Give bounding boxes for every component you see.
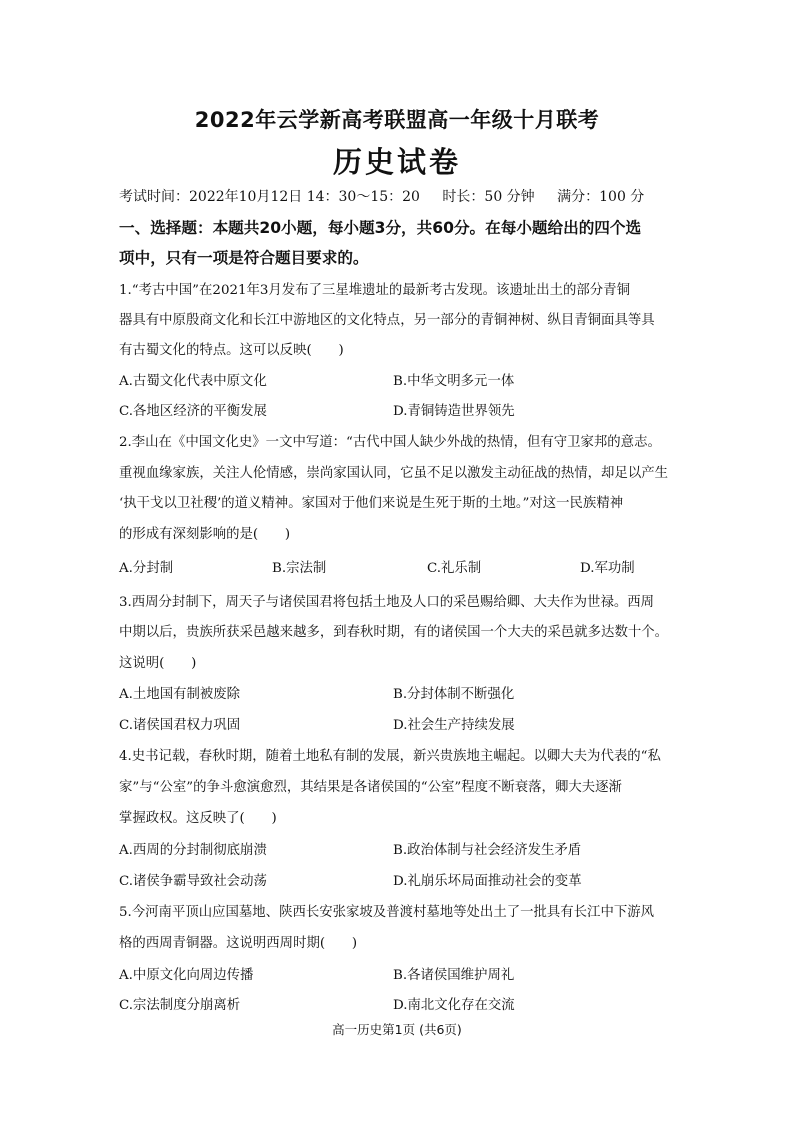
q1-option-b[interactable]: B.中华文明多元一体 [393,374,515,389]
q2-line-3: ‘执干戈以卫社稷’的道义精神。家国对于他们来说是生死于斯的土地。”对这一民族精神 [119,496,624,511]
q4-line-1: 4.史书记载，春秋时期，随着土地私有制的发展，新兴贵族地主崛起。以卿大夫为代表的“私 [119,749,661,764]
q5-line-1: 5.今河南平顶山应国墓地、陕西长安张家坡及普渡村墓地等处出土了一批具有长江中下游风 [119,905,655,920]
exam-time: 考试时间：2022年10月12日 14：30～15：20 [119,189,420,205]
q2-line-1: 2.李山在《中国文化史》一文中写道：“古代中国人缺少外战的热情，但有守卫家邦的意志。 [119,435,661,450]
q1-line-3: 有古蜀文化的特点。这可以反映( ) [119,343,344,358]
q4-option-d[interactable]: D.礼崩乐坏局面推动社会的变革 [393,874,582,889]
q3-line-1: 3.西周分封制下，周天子与诸侯国君将包括土地及人口的采邑赐给卿、大夫作为世禄。西周 [119,595,655,610]
q5-option-d[interactable]: D.南北文化存在交流 [393,998,515,1013]
q2-line-4: 的形成有深刻影响的是( ) [119,527,291,542]
q1-line-2: 器具有中原殷商文化和长江中游地区的文化特点，另一部分的青铜神树、纵目青铜面具等具 [119,313,655,328]
q3-option-a[interactable]: A.土地国有制被废除 [119,687,241,702]
q4-line-2: 家”与“公室”的争斗愈演愈烈，其结果是各诸侯国的“公室”程度不断衰落，卿大夫逐渐 [119,780,622,795]
q3-option-b[interactable]: B.分封体制不断强化 [393,687,515,702]
section-instruction-line-2: 项中，只有一项是符合题目要求的。 [119,249,369,267]
exam-title: 2022年云学新高考联盟高一年级十月联考 [194,108,600,132]
q1-option-d[interactable]: D.青铜铸造世界领先 [393,404,515,419]
q2-option-b[interactable]: B.宗法制 [272,561,327,576]
q4-option-b[interactable]: B.政治体制与社会经济发生矛盾 [393,843,582,858]
q2-option-c[interactable]: C.礼乐制 [427,561,482,576]
q1-option-c[interactable]: C.各地区经济的平衡发展 [119,404,267,419]
q3-line-3: 这说明( ) [119,656,197,671]
exam-full-score: 满分：100 分 [557,189,645,205]
exam-duration: 时长：50 分钟 [442,189,535,205]
q4-option-c[interactable]: C.诸侯争霸导致社会动荡 [119,874,267,889]
section-instruction-line-1: 一、选择题：本题共20小题，每小题3分，共60分。在每小题给出的四个选 [119,219,642,237]
page-footer: 高一历史第1页 (共6页) [332,1022,462,1037]
q5-line-2: 格的西周青铜器。这说明西周时期( ) [119,936,358,951]
q5-option-a[interactable]: A.中原文化向周边传播 [119,968,254,983]
q4-line-3: 掌握政权。这反映了( ) [119,811,277,826]
q3-option-d[interactable]: D.社会生产持续发展 [393,718,515,733]
q5-option-b[interactable]: B.各诸侯国维护周礼 [393,968,515,983]
q2-line-2: 重视血缘家族，关注人伦情感，崇尚家国认同，它虽不足以激发主动征战的热情，却足以产生 [119,466,669,481]
subject-title: 历史试卷 [332,145,461,179]
q1-option-a[interactable]: A.古蜀文化代表中原文化 [119,374,267,389]
q2-option-a[interactable]: A.分封制 [119,561,174,576]
q5-option-c[interactable]: C.宗法制度分崩离析 [119,998,241,1013]
q2-option-d[interactable]: D.军功制 [580,561,635,576]
exam-info [119,186,689,206]
q3-line-2: 中期以后，贵族所获采邑越来越多，到春秋时期，有的诸侯国一个大夫的采邑就多达数十个。 [119,625,669,640]
q3-option-c[interactable]: C.诸侯国君权力巩固 [119,718,241,733]
q1-line-1: 1.“考古中国”在2021年3月发布了三星堆遗址的最新考古发现。该遗址出土的部分青铜 [119,283,630,298]
q4-option-a[interactable]: A.西周的分封制彻底崩溃 [119,843,267,858]
